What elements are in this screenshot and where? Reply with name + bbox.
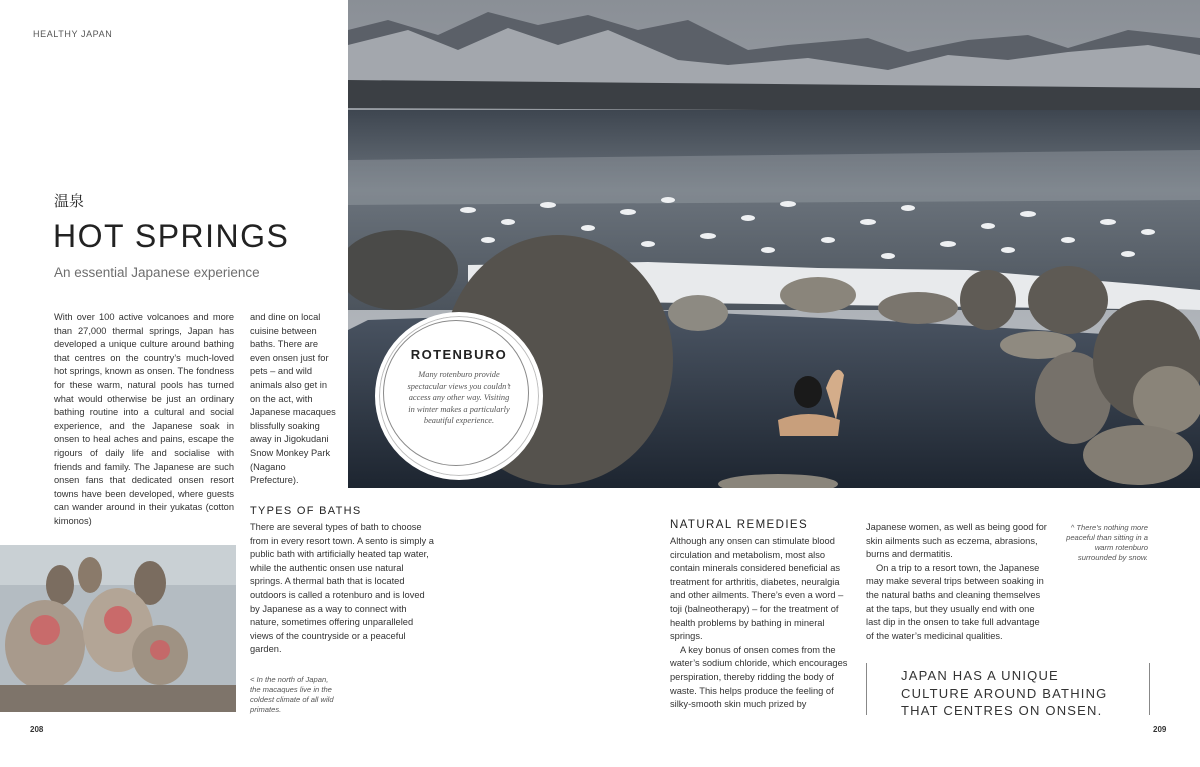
section-tag: HEALTHY JAPAN bbox=[33, 29, 113, 39]
page-subtitle: An essential Japanese experience bbox=[54, 265, 260, 280]
natural-remedies-paragraph-2 bbox=[670, 644, 852, 712]
pull-quote bbox=[866, 663, 1150, 718]
intro-column-1: With over 100 active volcanoes and more than 27,000 thermal springs, Japan has developed a unique culture around bathing that centres on the country’s much-loved hot springs, known as onsen. The fondness for these warm, natural pools has turned what would otherwise be just an ordinary bathing routine into a cultural and social experience, and the Japanese soak in onsen to heal aches and pains, escape the rigours of daily life and socialise with friends and family. The Japanese are such onsen fans that dedicated onsen resort towns have been developed, where guests can wander around in their yukatas (cotton kimonos) bbox=[54, 312, 234, 526]
monkeys-caption: < In the north of Japan, the macaques live in the coldest climate of all wild primates. bbox=[250, 675, 334, 714]
natural-remedies-col2-paragraph-1: Japanese women, as well as being good for skin ailments such as eczema, abrasions, burns and dermatitis. bbox=[866, 522, 1047, 560]
badge-text: Many rotenburo provide spectacular views you couldn’t access any other way. Visiting in winter makes a particularly beautiful experience. bbox=[407, 370, 511, 425]
page-number-right: 209 bbox=[1153, 725, 1167, 734]
pull-quote-text: JAPAN HAS A UNIQUE CULTURE AROUND BATHING THAT CENTRES ON ONSEN. bbox=[901, 668, 1108, 718]
hero-caption: ^ There’s nothing more peaceful than sitting in a warm rotenburo surrounded by snow. bbox=[1066, 523, 1148, 562]
natural-remedies-body bbox=[670, 535, 852, 712]
natural-remedies-col2-paragraph-2-text: On a trip to a resort town, the Japanese may make several trips between soaking in the natural baths and cleaning themselves at the taps, but they usually end with one last dip in the onsen to take full advantage of the water’s medicinal qualities. bbox=[866, 562, 1044, 641]
page-number-left: 208 bbox=[30, 725, 44, 734]
natural-remedies-col2-paragraph-2 bbox=[866, 562, 1048, 644]
types-of-baths-body: There are several types of bath to choose from in every resort town. A sento is simply a public bath with artificially heated tap water, while the authentic onsen use natural springs. A thermal bath that is located outdoors is called a rotenburo and is loved by Japanese as a way to connect with nature, sometimes offering unparalleled views of the countryside or a peaceful garden. bbox=[250, 522, 434, 655]
natural-remedies-paragraph-2-text: A key bonus of onsen comes from the water’s sodium chloride, which encourages perspiration, thereby ridding the body of waste. This helps produce the feeling of silky-smooth skin much prized by bbox=[670, 644, 848, 710]
snow-monkeys-photo bbox=[0, 545, 236, 712]
natural-remedies-heading: NATURAL REMEDIES bbox=[670, 519, 809, 531]
page-title: HOT SPRINGS bbox=[53, 218, 290, 254]
badge-title: ROTENBURO bbox=[410, 347, 508, 362]
intro-column-2: and dine on local cuisine between baths. There are even onsen just for pets – and wild animals also get in on the act, with Japanese macaques blissfully soaking away in Jigokudani Snow Monkey Park (Nagano Prefecture). bbox=[250, 312, 336, 486]
types-of-baths-heading: TYPES OF BATHS bbox=[250, 505, 362, 517]
natural-remedies-paragraph-1: Although any onsen can stimulate blood circulation and metabolism, most also contain minerals considered beneficial as treatment for arthritis, diabetes, neuralgia and other ailments. There’s even a word – toji (balneotherapy) – for the treatment of health problems by bathing in mineral springs. bbox=[670, 536, 844, 642]
kanji-title: 温泉 bbox=[54, 192, 85, 210]
rotenburo-badge bbox=[375, 312, 543, 480]
natural-remedies-column-2 bbox=[866, 521, 1048, 643]
